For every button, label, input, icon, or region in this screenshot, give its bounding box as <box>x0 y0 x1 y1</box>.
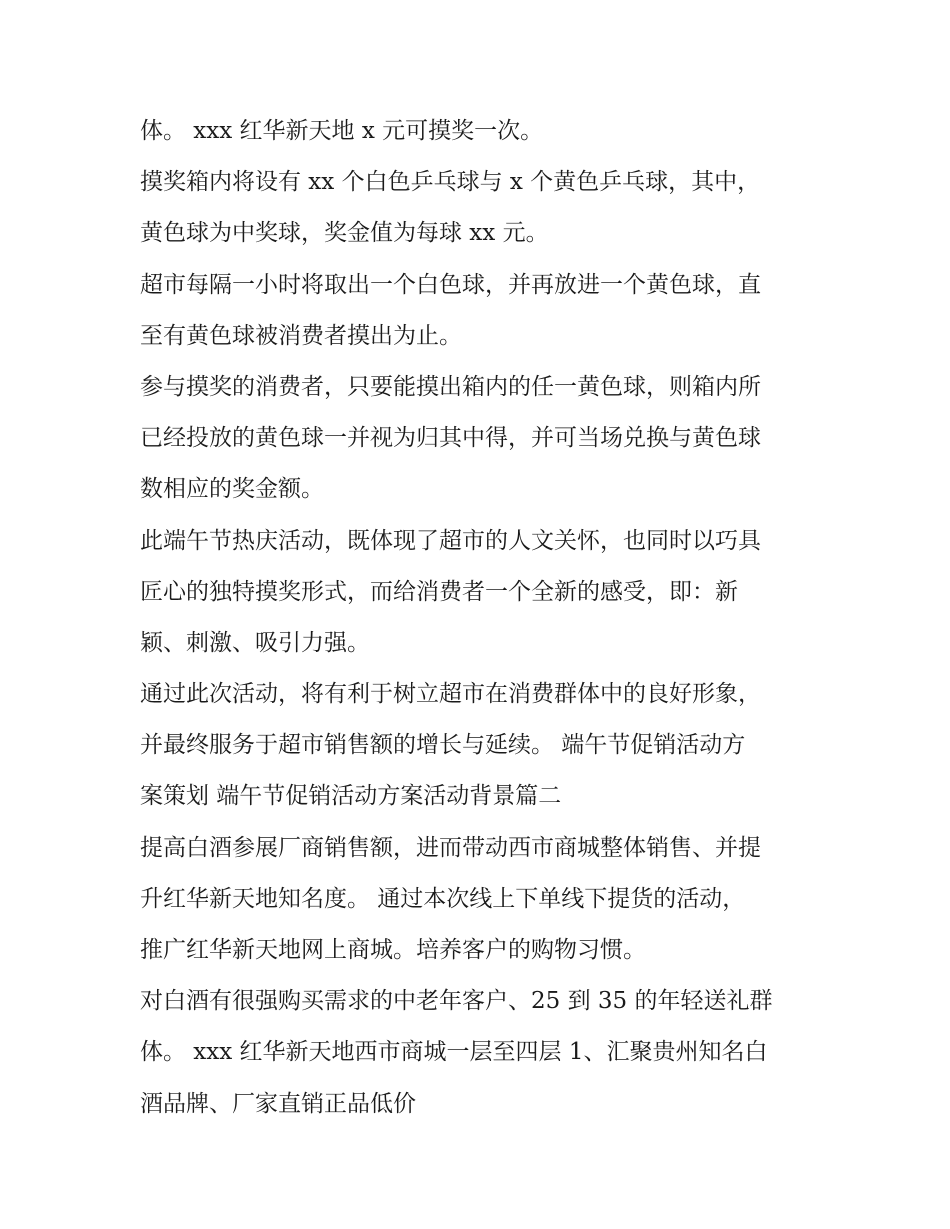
text-line: 并最终服务于超市销售额的增长与延续。 端午节促销活动方 <box>140 732 746 759</box>
text-line: 此端午节热庆活动，既体现了超市的人文关怀，也同时以巧具 <box>140 527 761 554</box>
text-line: 参与摸奖的消费者，只要能摸出箱内的任一黄色球，则箱内所 <box>140 373 761 400</box>
text-line: 升红华新天地知名度。 通过本次线上下单线下提货的活动， <box>140 885 746 912</box>
text-line: 超市每隔一小时将取出一个白色球，并再放进一个黄色球，直 <box>140 271 761 298</box>
text-line: 黄色球为中奖球，奖金值为每球 xx 元。 <box>140 220 549 247</box>
text-line: 体。 xxx 红华新天地西市商城一层至四层 1、汇聚贵州知名白 <box>140 1039 768 1066</box>
text-line: 提高白酒参展厂商销售额，进而带动西市商城整体销售、并提 <box>140 834 761 861</box>
document-body <box>140 106 820 1130</box>
text-line: 匠心的独特摸奖形式，而给消费者一个全新的感受，即：新 <box>140 578 738 605</box>
text-line: 摸奖箱内将设有 xx 个白色乒乓球与 x 个黄色乒乓球，其中， <box>140 169 761 196</box>
text-line: 颖、刺激、吸引力强。 <box>140 629 370 656</box>
text-line: 推广红华新天地网上商城。培养客户的购物习惯。 <box>140 937 646 963</box>
text-line: 体。 xxx 红华新天地 x 元可摸奖一次。 <box>140 118 544 144</box>
text-line: 案策划 端午节促销活动方案活动背景篇二 <box>140 783 562 810</box>
text-line: 已经投放的黄色球一并视为归其中得，并可当场兑换与黄色球 <box>140 425 761 452</box>
text-line: 至有黄色球被消费者摸出为止。 <box>140 322 462 349</box>
text-line: 酒品牌、厂家直销正品低价 <box>140 1090 416 1117</box>
text-line: 通过此次活动，将有利于树立超市在消费群体中的良好形象， <box>140 681 761 708</box>
text-line: 数相应的奖金额。 <box>140 476 324 503</box>
text-line: 对白酒有很强购买需求的中老年客户、25 到 35 的年轻送礼群 <box>140 988 773 1015</box>
